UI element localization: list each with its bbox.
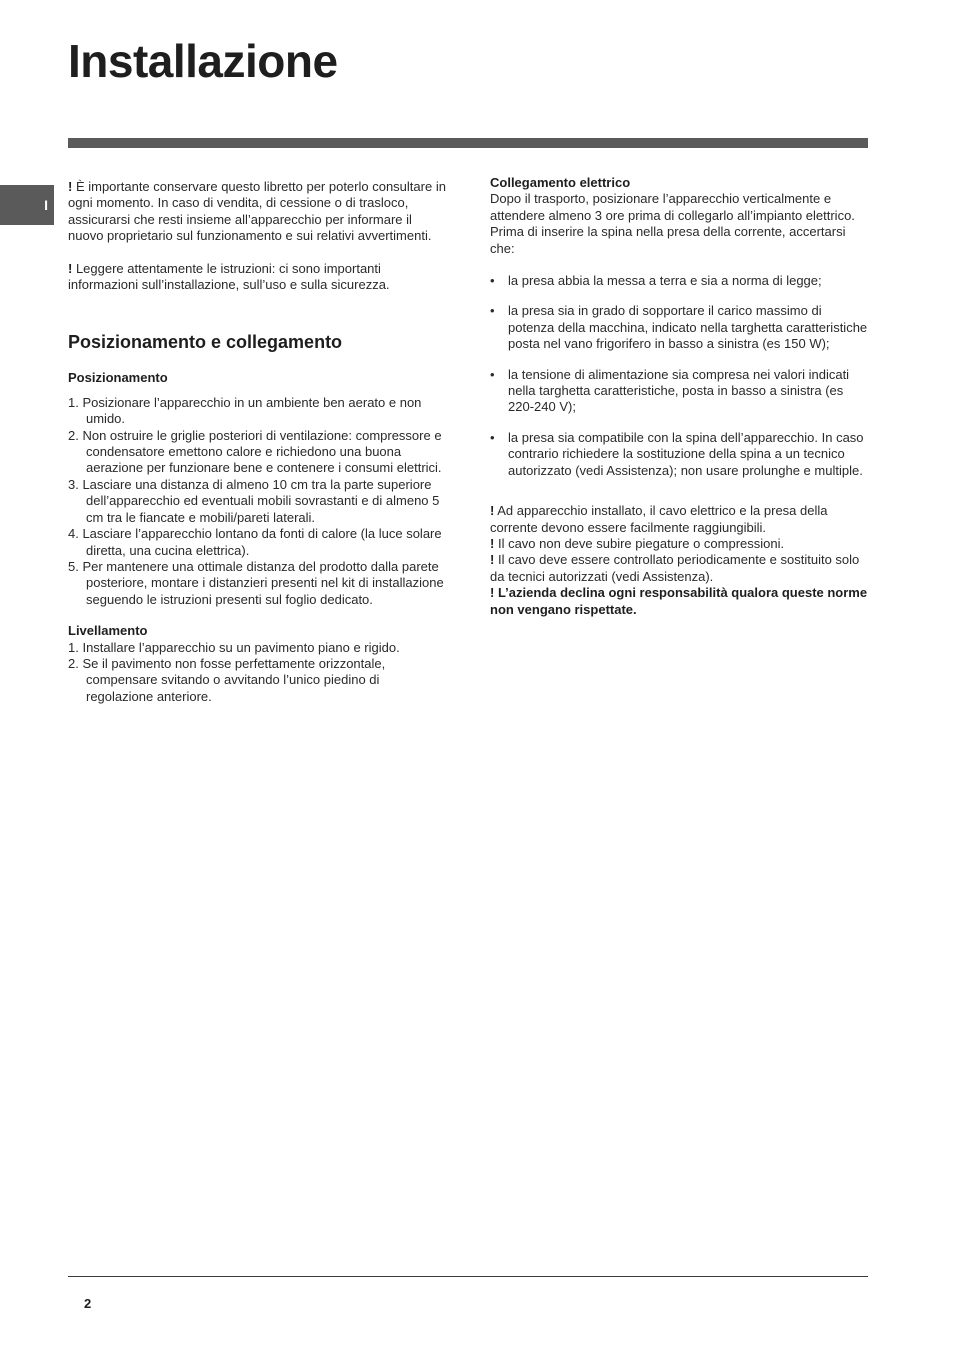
list-item: 5. Per mantenere una ottimale distanza del prodotto dalla parete posteriore, montare i distanzieri presenti nel kit di installazione seguendo le istruzioni presenti sul foglio dedicato. xyxy=(68,558,444,607)
list-item: 1. Installare l’apparecchio su un pavimento piano e rigido. xyxy=(68,639,400,655)
warning-text: Il cavo deve essere controllato periodicamente e sostituito solo da tecnici autorizzati (vedi Assistenza). xyxy=(490,552,860,584)
collegamento-checklist xyxy=(490,273,870,479)
posizionamento-steps xyxy=(68,395,448,608)
collegamento-intro: Dopo il trasporto, posizionare l’apparecchio verticalmente e attendere almeno 3 ore prima di collegarlo all’impianto elettrico. Prima di inserire la spina nella presa della corrente, accertarsi che: xyxy=(490,191,855,256)
collegamento-heading: Collegamento elettrico xyxy=(490,175,631,190)
footer-divider xyxy=(68,1276,868,1277)
livellamento-heading: Livellamento xyxy=(68,623,148,639)
warning-cable-check xyxy=(490,552,870,585)
notice-text: Leggere attentamente le istruzioni: ci sono importanti informazioni sull’installazione, sull’uso e sulla sicurezza. xyxy=(68,260,390,293)
warning-text: Ad apparecchio installato, il cavo elettrico e la presa della corrente devono essere facilmente raggiungibili. xyxy=(490,503,828,535)
title-divider xyxy=(68,138,868,148)
language-tab: I xyxy=(0,185,54,225)
notice-mark: ! xyxy=(490,535,495,551)
warning-cable-reachable xyxy=(490,503,870,536)
notice-mark: ! xyxy=(490,585,495,601)
list-item: • la presa abbia la messa a terra e sia a norma di legge; xyxy=(490,273,870,289)
right-column xyxy=(490,175,870,618)
list-item: • la presa sia in grado di sopportare il carico massimo di potenza della macchina, indicato nella targhetta caratteristiche posta nel vano frigorifero in basso a sinistra (es 150 W); xyxy=(490,303,870,352)
notice-mark: ! xyxy=(68,179,73,194)
left-column xyxy=(68,179,448,705)
notice-mark: ! xyxy=(68,260,73,276)
notice-mark: ! xyxy=(490,503,495,519)
list-item: 4. Lasciare l’apparecchio lontano da fonti di calore (la luce solare diretta, una cucina elettrica). xyxy=(68,526,442,558)
section-title: Posizionamento e collegamento xyxy=(68,332,343,353)
intro-notice-keep-manual xyxy=(68,179,448,245)
list-item: 1. Posizionare l’apparecchio in un ambiente ben aerato e non umido. xyxy=(68,394,422,427)
livellamento-steps xyxy=(68,640,448,706)
warning-text: Il cavo non deve subire piegature o compressioni. xyxy=(494,535,785,551)
list-item: 2. Non ostruire le griglie posteriori di ventilazione: compressore e condensatore emettono calore e richiedono una buona aerazione per funzionare bene e contenere i consumi elettrici. xyxy=(68,427,442,476)
posizionamento-heading: Posizionamento xyxy=(68,370,168,386)
list-item: 2. Se il pavimento non fosse perfettamente orizzontale, compensare svitando o avvitando l’unico piedino di regolazione anteriore. xyxy=(68,655,386,704)
list-item: • la tensione di alimentazione sia compresa nei valori indicati nella targhetta caratteristiche, posta in basso a sinistra (es 220-240 V); xyxy=(490,367,870,416)
page-title: Installazione xyxy=(68,35,338,87)
notice-mark: ! xyxy=(490,552,495,568)
page-number: 2 xyxy=(84,1296,92,1311)
intro-notice-read-instructions xyxy=(68,261,448,294)
list-item: • la presa sia compatibile con la spina dell’apparecchio. In caso contrario richiedere la sostituzione della spina a un tecnico autorizzato (vedi Assistenza); non usare prolunghe e multiple. xyxy=(490,430,870,479)
warning-cable-bending xyxy=(490,536,870,552)
electrical-warnings xyxy=(490,503,870,618)
warning-text: L’azienda declina ogni responsabilità qualora queste norme non vengano rispettate. xyxy=(490,585,868,617)
list-item: 3. Lasciare una distanza di almeno 10 cm tra la parte superiore dell’apparecchio ed eventuali mobili sovrastanti e di almeno 5 cm tra le fiancate e mobili/pareti laterali. xyxy=(68,476,440,525)
notice-text: È importante conservare questo libretto per poterlo consultare in ogni momento. In caso di vendita, di cessione o di trasloco, assicurarsi che resti insieme all’apparecchio per informare il nuovo proprietario sul funzionamento e sui relativi avvertimenti. xyxy=(68,179,446,244)
warning-liability xyxy=(490,585,870,618)
